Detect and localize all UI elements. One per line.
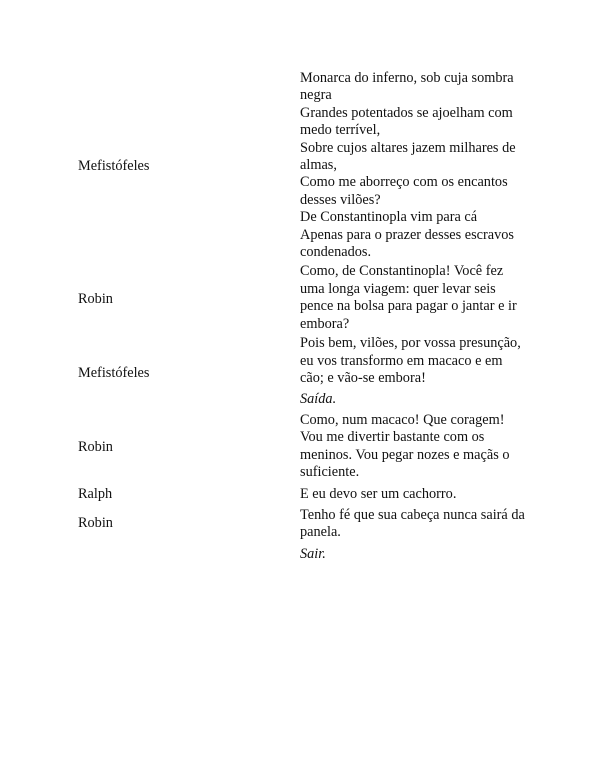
script-row — [78, 412, 528, 484]
dialogue-line: De Constantinopla vim para cá — [300, 209, 478, 226]
dialogue-line: Como, num macaco! Que coragem! Vou me divertir bastante com os meninos. Vou pegar nozes e maçãs o suficiente. — [300, 411, 510, 480]
dialogue-line: Pois bem, vilões, por vossa presunção, eu vos transformo em macaco e em cão; e vão-se embora! — [300, 335, 521, 386]
stage-direction: Sair. — [300, 545, 326, 562]
speaker-name: Ralph — [78, 486, 113, 503]
dialogue-line: E eu devo ser um cachorro. — [300, 486, 457, 503]
speaker-name: Robin — [78, 515, 113, 532]
dialogue-cell — [300, 263, 528, 335]
script-row — [78, 507, 528, 542]
speaker-name: Robin — [78, 438, 113, 455]
dialogue-line: Grandes potentados se ajoelham com medo terrível, — [300, 104, 513, 139]
dialogue-cell — [300, 507, 528, 542]
script-table — [78, 70, 528, 563]
dialogue-cell — [300, 335, 528, 412]
speaker-name: Robin — [78, 290, 113, 307]
dialogue-line: Apenas para o prazer desses escravos condenados. — [300, 226, 514, 261]
dialogue-line: Como, de Constantinopla! Você fez uma longa viagem: quer levar seis pence na bolsa para pagar o jantar e ir embora? — [300, 263, 517, 332]
dialogue-cell — [300, 70, 528, 263]
script-row — [78, 263, 528, 335]
stage-direction: Saída. — [300, 391, 337, 408]
dialogue-line: Tenho fé que sua cabeça nunca sairá da panela. — [300, 506, 525, 541]
speaker-name: Mefistófeles — [78, 364, 150, 381]
dialogue-cell — [300, 483, 528, 506]
script-row — [78, 483, 528, 506]
speaker-name: Mefistófeles — [78, 158, 150, 175]
dialogue-line: Monarca do inferno, sob cuja sombra negra — [300, 70, 514, 104]
dialogue-cell — [300, 412, 528, 484]
dialogue-line: Como me aborreço com os encantos desses vilões? — [300, 174, 508, 208]
script-row — [78, 542, 528, 563]
script-row — [78, 335, 528, 412]
script-row — [78, 70, 528, 263]
dialogue-line: Sobre cujos altares jazem milhares de almas, — [300, 139, 516, 174]
